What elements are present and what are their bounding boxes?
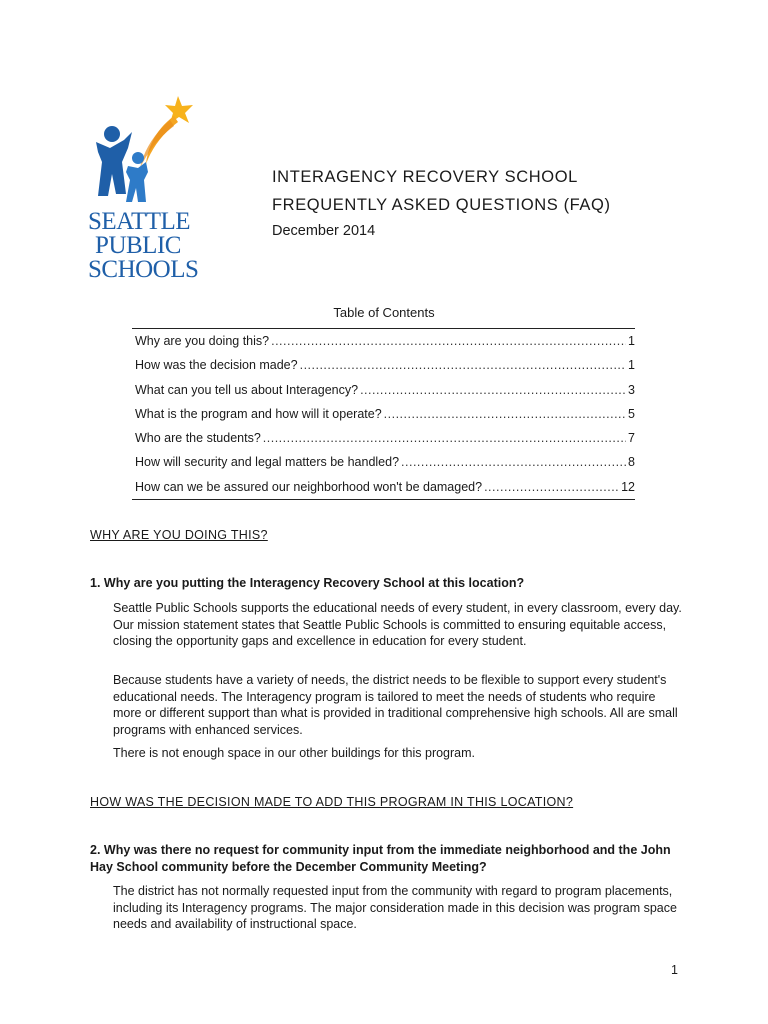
- logo-line-3: SCHOOLS: [88, 256, 199, 283]
- toc-entry-label: How can we be assured our neighborhood won't be damaged?: [135, 479, 483, 494]
- logo-wordmark: [88, 208, 199, 283]
- question-1: 1. Why are you putting the Interagency Recovery School at this location?: [90, 576, 525, 590]
- toc-entry[interactable]: [132, 353, 635, 377]
- document-date: December 2014: [272, 223, 376, 239]
- logo-line-2: PUBLIC: [95, 232, 181, 259]
- toc-entry-page: 1: [628, 358, 635, 373]
- toc-entry-label: How will security and legal matters be handled?: [135, 455, 400, 470]
- toc-entry-page: 3: [628, 382, 635, 397]
- toc-entry-page: 5: [628, 406, 635, 421]
- toc-entry[interactable]: [132, 402, 635, 426]
- section-heading-decision: HOW WAS THE DECISION MADE TO ADD THIS PROGRAM IN THIS LOCATION?: [90, 795, 574, 809]
- answer-1-paragraph: There is not enough space in our other buildings for this program.: [113, 746, 476, 760]
- logo-line-1: SEATTLE: [88, 208, 191, 235]
- toc-entry[interactable]: [132, 329, 635, 353]
- title-line-1: INTERAGENCY RECOVERY SCHOOL: [272, 168, 578, 186]
- toc-leader-dots: [300, 353, 626, 377]
- toc-leader-dots: [360, 378, 626, 402]
- toc-leader-dots: [263, 426, 626, 450]
- answer-1-paragraph: Because students have a variety of needs, the district needs to be flexible to support every student's educational needs. The Interagency program is tailored to meet the needs of students who require more or different support than what is provided in traditional comprehensive high schools. All are small programs with enhanced services.: [113, 673, 678, 737]
- star-figures-icon: [88, 92, 198, 210]
- toc-entry[interactable]: [132, 475, 635, 499]
- toc-entry-page: 7: [628, 431, 635, 446]
- toc-entry-page: 12: [621, 479, 635, 494]
- toc-entry-label: Why are you doing this?: [135, 334, 270, 348]
- document-header: [272, 166, 611, 239]
- toc-entry-page: 1: [628, 334, 635, 348]
- seattle-public-schools-logo: [88, 92, 198, 287]
- toc-entry-label: What is the program and how will it operate?: [135, 406, 382, 421]
- toc-leader-dots: [384, 402, 626, 426]
- question-2: 2. Why was there no request for community input from the immediate neighborhood and the John Hay School community before the December Community Meeting?: [90, 843, 671, 874]
- toc-entry-label: How was the decision made?: [135, 358, 298, 373]
- toc-entry[interactable]: [132, 378, 635, 402]
- toc-entry-label: What can you tell us about Interagency?: [135, 382, 359, 397]
- toc-leader-dots: [271, 329, 626, 353]
- title-line-2: FREQUENTLY ASKED QUESTIONS (FAQ): [272, 196, 611, 214]
- toc-entry[interactable]: [132, 426, 635, 450]
- toc-leader-dots: [401, 450, 626, 474]
- toc-entry-page: 8: [628, 455, 635, 470]
- answer-2-paragraph: The district has not normally requested input from the community with regard to program placements, including its Interagency programs. The major consideration made in this decision was program space needs and availability of instructional space.: [113, 884, 677, 931]
- toc-entry-label: Who are the students?: [135, 431, 261, 446]
- toc-title: Table of Contents: [333, 305, 435, 320]
- section-heading-why: WHY ARE YOU DOING THIS?: [90, 528, 268, 542]
- table-of-contents: [132, 328, 635, 500]
- page-number: 1: [671, 963, 678, 977]
- toc-leader-dots: [484, 475, 619, 499]
- toc-entry[interactable]: [132, 450, 635, 474]
- answer-1-paragraph: Seattle Public Schools supports the educational needs of every student, in every classroom, every day. Our mission statement states that Seattle Public Schools is committed to ensuring equitable access, closing the opportunity gaps and excellence in education for every student.: [113, 601, 682, 648]
